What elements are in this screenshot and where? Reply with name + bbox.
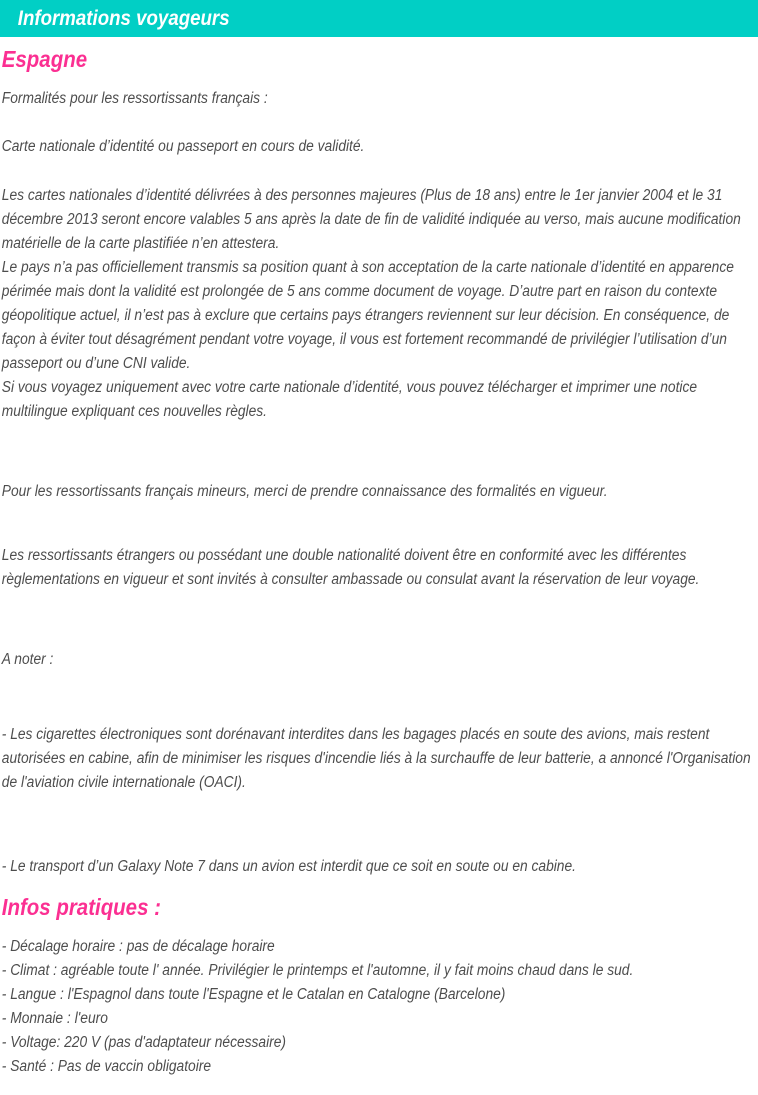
infos-item-voltage: - Voltage: 220 V (pas d'adaptateur nécessaire) (1, 1034, 287, 1051)
country-heading: Espagne (1, 46, 88, 72)
content (0, 43, 758, 1079)
header-bar (0, 0, 758, 37)
paragraph-galaxy-note7: - Le transport d’un Galaxy Note 7 dans un avion est interdit que ce soit en soute ou en cabine. (1, 858, 576, 875)
paragraph-formalites: Formalités pour les ressortissants français : (1, 90, 268, 107)
paragraph-etrangers: Les ressortissants étrangers ou possédant une double nationalité doivent être en conformité avec les différentes règlementations en vigueur et sont invités à consulter ambassade ou consulat avant la réservation de leur voyage. (1, 547, 700, 588)
infos-list (0, 935, 758, 1079)
infos-item-decalage-horaire: - Décalage horaire : pas de décalage horaire (1, 938, 275, 955)
paragraph-a-noter: A noter : (1, 651, 54, 668)
paragraph-cni-validite: Les cartes nationales d’identité délivrées à des personnes majeures (Plus de 18 ans) entre le 1er janvier 2004 et le 31 décembre 2013 seront encore valables 5 ans après la date de fin de validité indiquée au verso, mais aucune modification matérielle de la carte plastifiée n’en attestera. (1, 187, 741, 252)
infos-item-langue: - Langue : l'Espagnol dans toute l'Espagne et le Catalan en Catalogne (Barcelone) (1, 986, 506, 1003)
paragraph-cni-notice: Si vous voyagez uniquement avec votre carte nationale d’identité, vous pouvez télécharger et imprimer une notice multilingue expliquant ces nouvelles règles. (1, 379, 698, 420)
paragraph-carte-identite: Carte nationale d’identité ou passeport en cours de validité. (1, 138, 365, 155)
page-title: Informations voyageurs (17, 7, 230, 30)
paragraph-cni-position-pays: Le pays n’a pas officiellement transmis sa position quant à son acceptation de la carte nationale d’identité en apparence périmée mais dont la validité est prolongée de 5 ans comme document de voyage. D’autre part en raison du contexte géopolitique actuel, il n’est pas à exclure que certains pays étrangers reviennent sur leur décision. En conséquence, de façon à éviter tout désagrément pendant votre voyage, il vous est fortement recommandé de privilégier l’utilisation d’un passeport ou d’une CNI valide. (1, 259, 734, 372)
infos-item-climat: - Climat : agréable toute l' année. Privilégier le printemps et l'automne, il y fait moins chaud dans le sud. (1, 962, 634, 979)
infos-item-sante: - Santé : Pas de vaccin obligatoire (1, 1058, 212, 1075)
infos-pratiques-heading: Infos pratiques : (1, 894, 161, 920)
infos-item-monnaie: - Monnaie : l'euro (1, 1010, 108, 1027)
paragraph-cigarettes-electroniques: - Les cigarettes électroniques sont dorénavant interdites dans les bagages placés en soute des avions, mais restent autorisées en cabine, afin de minimiser les risques d'incendie liés à la surchauffe de leur batterie, a annoncé l'Organisation de l'aviation civile internationale (OACI). (1, 726, 751, 791)
paragraph-mineurs: Pour les ressortissants français mineurs, merci de prendre connaissance des formalités en vigueur. (1, 483, 608, 500)
